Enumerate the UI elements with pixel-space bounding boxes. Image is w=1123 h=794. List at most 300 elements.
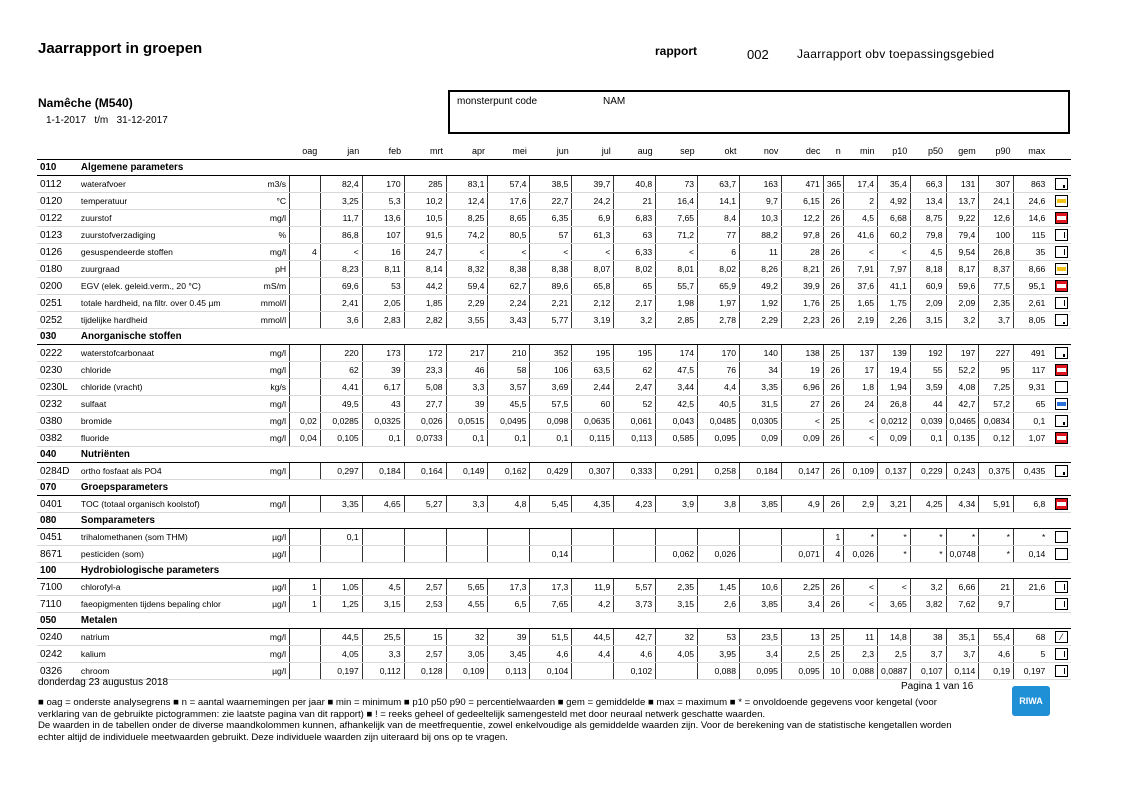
value-p50: 3,7 — [910, 646, 946, 663]
value-jan: 0,0285 — [320, 413, 362, 430]
value-mrt: 2,57 — [404, 579, 446, 596]
group-header-row — [37, 480, 1071, 496]
value-max: 491 — [1014, 345, 1049, 362]
value-sep: 4,05 — [656, 646, 698, 663]
value-gem: 9,22 — [946, 210, 979, 227]
parameter-code: 0326 — [37, 663, 78, 680]
value-jul: 61,3 — [572, 227, 614, 244]
value-mei: 3,57 — [488, 379, 530, 396]
parameter-unit: mmol/l — [247, 295, 290, 312]
value-p50: 66,3 — [910, 176, 946, 193]
value-gem: 79,4 — [946, 227, 979, 244]
value-jun: 6,35 — [530, 210, 572, 227]
value-p90: 57,2 — [979, 396, 1014, 413]
value-dec: 0,071 — [781, 546, 823, 563]
trend-bar — [1057, 368, 1066, 372]
value-aug: 52 — [614, 396, 656, 413]
parameter-unit: mg/l — [247, 413, 290, 430]
value-feb: 16 — [362, 244, 404, 261]
parameter-name: sulfaat — [78, 396, 247, 413]
value-max: 115 — [1014, 227, 1049, 244]
trend-mark — [1063, 472, 1065, 475]
value-sep: 2,35 — [656, 579, 698, 596]
value-dec: 1,76 — [781, 295, 823, 312]
value-oag — [290, 312, 321, 329]
parameter-code: 0251 — [37, 295, 78, 312]
value-p90: 227 — [979, 345, 1014, 362]
parameter-code: 0284D — [37, 463, 78, 480]
value-sep: 8,01 — [656, 261, 698, 278]
value-mrt — [404, 546, 446, 563]
value-n: 26 — [823, 362, 843, 379]
value-mei: 210 — [488, 345, 530, 362]
value-jan: 49,5 — [320, 396, 362, 413]
picto-cell — [1048, 529, 1071, 546]
value-mrt: 44,2 — [404, 278, 446, 295]
picto-cell — [1048, 646, 1071, 663]
value-jul: 0,115 — [572, 430, 614, 447]
value-min: * — [844, 529, 878, 546]
trend-bar — [1057, 436, 1066, 440]
value-oag — [290, 629, 321, 646]
value-mei: 4,8 — [488, 496, 530, 513]
value-p50: 4,5 — [910, 244, 946, 261]
value-gem: 4,08 — [946, 379, 979, 396]
value-min: 4,5 — [844, 210, 878, 227]
value-gem: 52,2 — [946, 362, 979, 379]
trend-picto-icon — [1055, 178, 1068, 190]
value-aug: 40,8 — [614, 176, 656, 193]
value-mei: 62,7 — [488, 278, 530, 295]
value-p10: 7,97 — [878, 261, 911, 278]
parameter-row — [37, 362, 1071, 379]
value-jan: 0,1 — [320, 529, 362, 546]
value-feb: 25,5 — [362, 629, 404, 646]
value-feb: 0,184 — [362, 463, 404, 480]
value-sep: 0,062 — [656, 546, 698, 563]
parameter-name: waterstofcarbonaat — [78, 345, 247, 362]
trend-mark — [1064, 651, 1065, 657]
value-p90: 307 — [979, 176, 1014, 193]
parameter-unit: mg/l — [247, 463, 290, 480]
value-gem: 0,135 — [946, 430, 979, 447]
value-sep: 0,291 — [656, 463, 698, 480]
value-okt: 0,258 — [698, 463, 740, 480]
parameter-name: ortho fosfaat als PO4 — [78, 463, 247, 480]
parameter-code: 0120 — [37, 193, 78, 210]
value-jun: 51,5 — [530, 629, 572, 646]
column-header-unit — [247, 142, 290, 160]
value-n: 26 — [823, 396, 843, 413]
parameter-unit: °C — [247, 193, 290, 210]
parameter-name: chroom — [78, 663, 247, 680]
parameter-code: 0232 — [37, 396, 78, 413]
value-jun: 57,5 — [530, 396, 572, 413]
value-okt: 77 — [698, 227, 740, 244]
value-mei — [488, 546, 530, 563]
value-sep: 2,85 — [656, 312, 698, 329]
value-oag — [290, 362, 321, 379]
value-dec: 2,25 — [781, 579, 823, 596]
trend-mark — [1064, 668, 1065, 674]
parameter-row — [37, 546, 1071, 563]
parameter-name: zuurstofverzadiging — [78, 227, 247, 244]
parameter-row — [37, 430, 1071, 447]
value-max: 1,07 — [1014, 430, 1049, 447]
value-okt: 76 — [698, 362, 740, 379]
value-jun: 0,104 — [530, 663, 572, 680]
value-okt: 53 — [698, 629, 740, 646]
parameter-name: trihalomethanen (som THM) — [78, 529, 247, 546]
value-okt: 8,4 — [698, 210, 740, 227]
value-max: * — [1014, 529, 1049, 546]
value-p10: * — [878, 529, 911, 546]
value-p10: * — [878, 546, 911, 563]
parameter-row — [37, 596, 1071, 613]
value-okt: 63,7 — [698, 176, 740, 193]
value-oag — [290, 345, 321, 362]
parameter-code: 0380 — [37, 413, 78, 430]
value-jul — [572, 663, 614, 680]
value-okt: 0,0485 — [698, 413, 740, 430]
value-n: 25 — [823, 413, 843, 430]
value-jan: 4,05 — [320, 646, 362, 663]
value-p90: 95 — [979, 362, 1014, 379]
value-jan: 69,6 — [320, 278, 362, 295]
value-mei: 45,5 — [488, 396, 530, 413]
value-jun: 0,14 — [530, 546, 572, 563]
column-header-max: max — [1014, 142, 1049, 160]
value-apr: 8,32 — [446, 261, 488, 278]
value-gem: 4,34 — [946, 496, 979, 513]
value-mei: 17,6 — [488, 193, 530, 210]
parameter-unit: µg/l — [247, 663, 290, 680]
value-n: 26 — [823, 210, 843, 227]
value-jul: 24,2 — [572, 193, 614, 210]
trend-picto-icon — [1055, 432, 1068, 444]
value-n: 26 — [823, 379, 843, 396]
value-apr: 217 — [446, 345, 488, 362]
value-jan: 11,7 — [320, 210, 362, 227]
trend-picto-icon — [1055, 598, 1068, 610]
value-mei: 3,43 — [488, 312, 530, 329]
value-gem: 0,114 — [946, 663, 979, 680]
value-gem: 0,0748 — [946, 546, 979, 563]
trend-mark — [1064, 300, 1065, 306]
parameter-code: 0123 — [37, 227, 78, 244]
value-jun: 89,6 — [530, 278, 572, 295]
riwa-logo: RIWA — [1012, 686, 1050, 716]
column-header-picto — [1048, 142, 1071, 160]
value-oag — [290, 646, 321, 663]
parameter-code: 0230 — [37, 362, 78, 379]
value-p50: 3,82 — [910, 596, 946, 613]
value-jan — [320, 546, 362, 563]
value-p50: 0,1 — [910, 430, 946, 447]
value-min: 11 — [844, 629, 878, 646]
parameter-unit: µg/l — [247, 579, 290, 596]
value-min: < — [844, 244, 878, 261]
value-mei: 0,0495 — [488, 413, 530, 430]
value-jul: < — [572, 244, 614, 261]
value-nov: 0,184 — [740, 463, 782, 480]
value-feb: 8,11 — [362, 261, 404, 278]
value-dec: 39,9 — [781, 278, 823, 295]
parameter-row — [37, 413, 1071, 430]
value-gem: 2,09 — [946, 295, 979, 312]
group-name: Somparameters — [78, 513, 1071, 529]
parameter-unit: µg/l — [247, 529, 290, 546]
value-jul: 4,35 — [572, 496, 614, 513]
parameter-code: 7110 — [37, 596, 78, 613]
column-header-jan: jan — [320, 142, 362, 160]
trend-bar — [1057, 267, 1066, 271]
value-apr: 8,25 — [446, 210, 488, 227]
value-gem: 13,7 — [946, 193, 979, 210]
trend-picto-icon — [1055, 280, 1068, 292]
parameter-name: fluoride — [78, 430, 247, 447]
value-gem: 0,243 — [946, 463, 979, 480]
trend-picto-icon — [1055, 347, 1068, 359]
value-dec: 0,09 — [781, 430, 823, 447]
value-max: 0,1 — [1014, 413, 1049, 430]
value-mei: 8,38 — [488, 261, 530, 278]
value-jul: 2,12 — [572, 295, 614, 312]
value-nov: 10,3 — [740, 210, 782, 227]
value-min: 0,088 — [844, 663, 878, 680]
column-header-mei: mei — [488, 142, 530, 160]
value-okt: 4,4 — [698, 379, 740, 396]
value-feb: 3,3 — [362, 646, 404, 663]
value-okt: 170 — [698, 345, 740, 362]
parameter-row — [37, 193, 1071, 210]
value-feb: 6,17 — [362, 379, 404, 396]
value-apr: 74,2 — [446, 227, 488, 244]
value-dec: 27 — [781, 396, 823, 413]
value-mrt: 2,82 — [404, 312, 446, 329]
value-gem: * — [946, 529, 979, 546]
column-header-jul: jul — [572, 142, 614, 160]
value-p50: 4,25 — [910, 496, 946, 513]
value-min: 37,6 — [844, 278, 878, 295]
value-jun: 106 — [530, 362, 572, 379]
value-n: 26 — [823, 312, 843, 329]
value-okt: 0,026 — [698, 546, 740, 563]
value-p10: 41,1 — [878, 278, 911, 295]
value-jan: 62 — [320, 362, 362, 379]
value-nov — [740, 529, 782, 546]
value-nov: 163 — [740, 176, 782, 193]
value-jul: 2,44 — [572, 379, 614, 396]
page-number: Pagina 1 van 16 — [901, 681, 974, 692]
value-feb: 0,1 — [362, 430, 404, 447]
picto-cell — [1048, 362, 1071, 379]
trend-mark — [1064, 601, 1065, 607]
value-max: 5 — [1014, 646, 1049, 663]
group-name: Anorganische stoffen — [78, 329, 1071, 345]
value-n: 10 — [823, 663, 843, 680]
value-min: 1,8 — [844, 379, 878, 396]
value-jul: 4,4 — [572, 646, 614, 663]
value-aug: 3,2 — [614, 312, 656, 329]
value-gem: 0,0465 — [946, 413, 979, 430]
value-apr: 39 — [446, 396, 488, 413]
column-header-mrt: mrt — [404, 142, 446, 160]
value-dec — [781, 529, 823, 546]
value-p90: 3,7 — [979, 312, 1014, 329]
value-jan: 8,23 — [320, 261, 362, 278]
value-aug: 4,6 — [614, 646, 656, 663]
value-jun: 38,5 — [530, 176, 572, 193]
value-jul: 44,5 — [572, 629, 614, 646]
value-p90: 21 — [979, 579, 1014, 596]
value-okt: 1,97 — [698, 295, 740, 312]
parameter-name: pesticiden (som) — [78, 546, 247, 563]
value-p90: 24,1 — [979, 193, 1014, 210]
parameter-row — [37, 496, 1071, 513]
value-p10: 35,4 — [878, 176, 911, 193]
value-sep: < — [656, 244, 698, 261]
value-oag — [290, 295, 321, 312]
value-mei: 39 — [488, 629, 530, 646]
value-jul: 195 — [572, 345, 614, 362]
rapport-description: Jaarrapport obv toepassingsgebied — [797, 47, 995, 61]
value-mei: 58 — [488, 362, 530, 379]
value-p50: 55 — [910, 362, 946, 379]
picto-cell — [1048, 345, 1071, 362]
parameter-row — [37, 345, 1071, 362]
value-sep: 16,4 — [656, 193, 698, 210]
value-p50: 60,9 — [910, 278, 946, 295]
value-gem: 7,62 — [946, 596, 979, 613]
value-max — [1014, 596, 1049, 613]
value-mei: 57,4 — [488, 176, 530, 193]
parameter-unit: pH — [247, 261, 290, 278]
group-name: Hydrobiologische parameters — [78, 563, 1071, 579]
value-feb: 4,5 — [362, 579, 404, 596]
value-jan: 0,105 — [320, 430, 362, 447]
value-p50: * — [910, 546, 946, 563]
parameter-row — [37, 176, 1071, 193]
value-n: 26 — [823, 261, 843, 278]
group-code: 040 — [37, 447, 78, 463]
trend-picto-icon — [1055, 314, 1068, 326]
value-mei — [488, 529, 530, 546]
value-p10: 2,5 — [878, 646, 911, 663]
picto-cell — [1048, 210, 1071, 227]
value-sep: 73 — [656, 176, 698, 193]
parameter-code: 7100 — [37, 579, 78, 596]
parameter-code: 0200 — [37, 278, 78, 295]
value-oag — [290, 193, 321, 210]
parameter-code: 0240 — [37, 629, 78, 646]
value-p90: 8,37 — [979, 261, 1014, 278]
value-nov: 88,2 — [740, 227, 782, 244]
parameter-row — [37, 463, 1071, 480]
trend-picto-icon — [1055, 648, 1068, 660]
column-header-n: n — [823, 142, 843, 160]
value-oag — [290, 379, 321, 396]
value-min: 0,026 — [844, 546, 878, 563]
value-jan: 2,41 — [320, 295, 362, 312]
group-header-row — [37, 447, 1071, 463]
report-title: Jaarrapport in groepen — [38, 40, 203, 57]
value-sep: 174 — [656, 345, 698, 362]
value-jun: 352 — [530, 345, 572, 362]
value-oag — [290, 529, 321, 546]
value-feb: 53 — [362, 278, 404, 295]
parameter-unit: mS/m — [247, 278, 290, 295]
value-mrt: 5,08 — [404, 379, 446, 396]
value-min: 24 — [844, 396, 878, 413]
value-apr: 0,149 — [446, 463, 488, 480]
value-max: 95,1 — [1014, 278, 1049, 295]
value-p50: 3,2 — [910, 579, 946, 596]
value-mrt: 172 — [404, 345, 446, 362]
parameter-row — [37, 312, 1071, 329]
trend-picto-icon: ⁄ — [1055, 631, 1068, 643]
group-name: Groepsparameters — [78, 480, 1071, 496]
value-okt: 65,9 — [698, 278, 740, 295]
trend-picto-icon — [1055, 195, 1068, 207]
value-jul: 0,0635 — [572, 413, 614, 430]
value-apr: 12,4 — [446, 193, 488, 210]
value-p10: 1,94 — [878, 379, 911, 396]
value-p10: 3,21 — [878, 496, 911, 513]
value-nov: 0,09 — [740, 430, 782, 447]
rapport-number: 002 — [747, 47, 769, 62]
trend-picto-icon — [1055, 548, 1068, 560]
value-max: 0,197 — [1014, 663, 1049, 680]
value-nov: 10,6 — [740, 579, 782, 596]
value-max: 9,31 — [1014, 379, 1049, 396]
value-jul: 6,9 — [572, 210, 614, 227]
value-p50: 8,18 — [910, 261, 946, 278]
value-gem: 6,66 — [946, 579, 979, 596]
value-dec: 6,96 — [781, 379, 823, 396]
parameter-name: totale hardheid, na filtr. over 0.45 µm — [78, 295, 247, 312]
value-sep: 3,15 — [656, 596, 698, 613]
value-aug: 42,7 — [614, 629, 656, 646]
group-code: 050 — [37, 613, 78, 629]
value-sep: 47,5 — [656, 362, 698, 379]
value-jan: 0,297 — [320, 463, 362, 480]
parameter-row — [37, 227, 1071, 244]
value-gem: 8,17 — [946, 261, 979, 278]
value-okt: 2,78 — [698, 312, 740, 329]
value-oag: 0,02 — [290, 413, 321, 430]
value-jan: 82,4 — [320, 176, 362, 193]
value-feb: 43 — [362, 396, 404, 413]
value-jun: 0,098 — [530, 413, 572, 430]
value-min: 41,6 — [844, 227, 878, 244]
value-jul: 11,9 — [572, 579, 614, 596]
value-jun: 5,45 — [530, 496, 572, 513]
value-max: 68 — [1014, 629, 1049, 646]
parameter-unit: mg/l — [247, 244, 290, 261]
value-mrt — [404, 529, 446, 546]
trend-picto-icon — [1055, 415, 1068, 427]
parameter-unit: % — [247, 227, 290, 244]
parameter-row — [37, 278, 1071, 295]
value-feb: 0,112 — [362, 663, 404, 680]
column-header-sep: sep — [656, 142, 698, 160]
value-feb: 173 — [362, 345, 404, 362]
parameter-name: waterafvoer — [78, 176, 247, 193]
parameter-name: chloride (vracht) — [78, 379, 247, 396]
value-p50: 79,8 — [910, 227, 946, 244]
legend — [38, 697, 978, 743]
